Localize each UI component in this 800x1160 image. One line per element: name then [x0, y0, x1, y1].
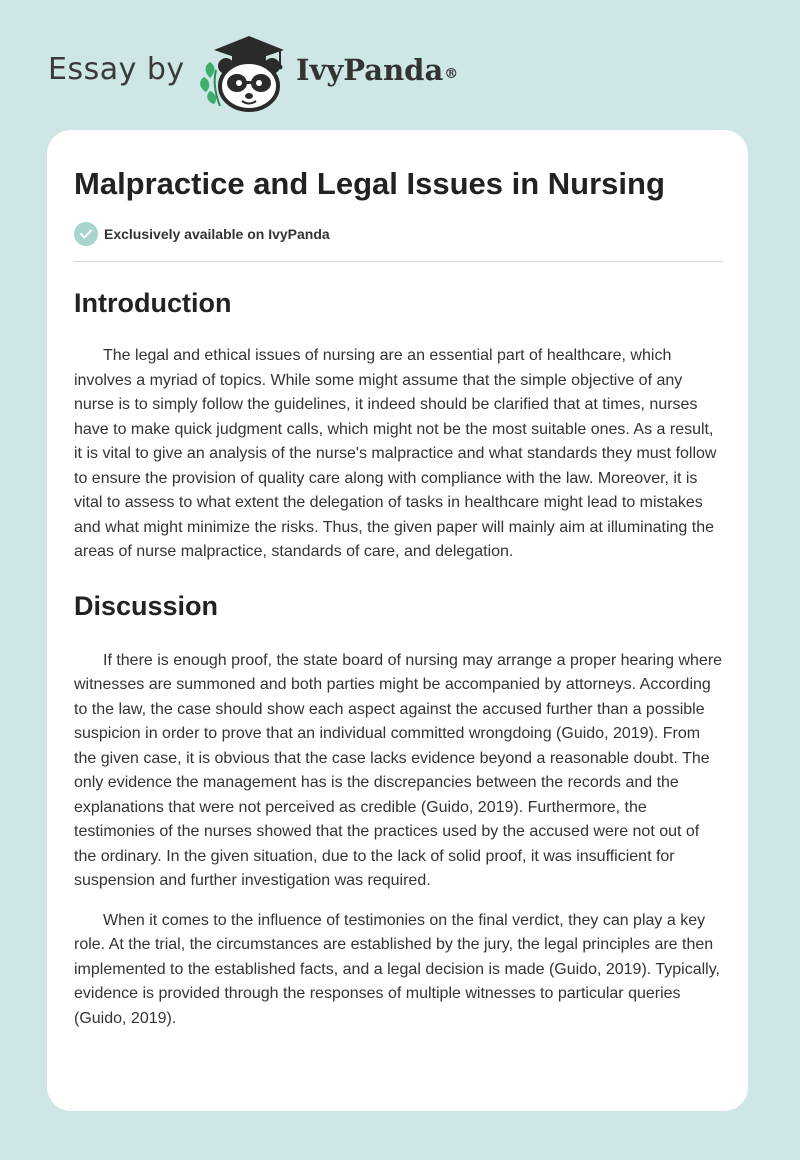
panda-graduate-icon[interactable] — [196, 30, 296, 112]
article-body — [74, 280, 724, 1031]
exclusive-label: Exclusively available on IvyPanda — [104, 226, 330, 242]
exclusive-badge — [74, 222, 330, 246]
check-circle-icon — [74, 222, 98, 246]
title-divider — [74, 261, 723, 262]
site-header — [0, 0, 800, 130]
section-heading-introduction: Introduction — [74, 288, 232, 318]
brand-name-text: IvyPanda — [296, 53, 444, 87]
page-title: Malpractice and Legal Issues in Nursing — [74, 166, 665, 201]
paragraph: If there is enough proof, the state board of nursing may arrange a proper hearing where witnesses are summoned and both parties might be accompanied by attorneys. According to the law, the case should show each aspect against the accused further than a possible suspicion in order to prove that an individual committed wrongdoing (Guido, 2019). From the given case, it is obvious that the case lacks evidence beyond a reasonable doubt. The only evidence the management has is the discrepancies between the records and the explanations that were not perceived as credible (Guido, 2019). Furthermore, the testimonies of the nurses showed that the practices used by the accused were not out of the ordinary. In the given situation, due to the lack of solid proof, it was insufficient for suspension and further investigation was required. — [74, 651, 723, 889]
registered-mark: ® — [444, 66, 459, 82]
paragraph: When it comes to the influence of testimonies on the final verdict, they can play a key role. At the trial, the circumstances are established by the jury, the legal principles are then implemented to the established facts, and a legal decision is made (Guido, 2019). Typically, evidence is provided through the responses of multiple witnesses to particular queries (Guido, 2019). — [74, 911, 720, 1027]
essay-by-label: Essay by — [48, 52, 185, 87]
brand-name[interactable] — [296, 50, 458, 90]
section-heading-discussion: Discussion — [74, 590, 219, 621]
essay-card — [47, 130, 748, 1111]
paragraph: The legal and ethical issues of nursing are an essential part of healthcare, which involves a myriad of topics. While some might assume that the simple objective of any nurse is to simply follow the guidelines, it indeed should be clarified that at times, nurses have to make quick judgment calls, which might not be the most suitable ones. As a result, it is vital to give an analysis of the nurse's malpractice and what standards they must follow to ensure the provision of quality care along with compliance with the law. Moreover, it is vital to assess to what extent the delegation of tasks in healthcare might lead to mistakes and what might minimize the risks. Thus, the given paper will mainly aim at illuminating the areas of nurse malpractice, standards of care, and delegation. — [74, 347, 717, 560]
